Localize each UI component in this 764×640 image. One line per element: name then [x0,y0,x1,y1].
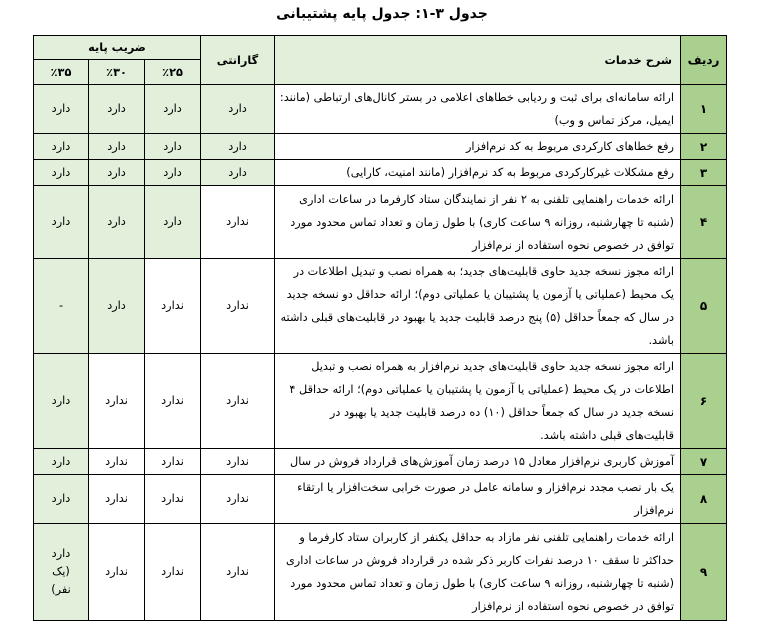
row-p35: دارد [34,134,89,160]
row-guarantee: ندارد [201,524,275,621]
row-p35: دارد [34,186,89,259]
row-p30: دارد [89,160,145,186]
row-p30: دارد [89,85,145,134]
row-p35: - [34,259,89,354]
row-description: یک بار نصب مجدد نرم‌افزار و سامانه عامل در صورت خرابی سخت‌افزار یا ارتقاء نرم‌افزار [275,475,681,524]
row-description: ارائه خدمات راهنمایی تلفنی به ۲ نفر از نمایندگان ستاد کارفرما در ساعات اداری (شنبه تا چهارشنبه، روزانه ۹ ساعت کاری) با طول زمان و تعداد تماس محدود مورد توافق در خصوص نحوه استفاده از نرم‌افزار [275,186,681,259]
row-p25: ندارد [145,524,201,621]
header-row-no: ردیف [681,36,727,85]
row-p30: ندارد [89,449,145,475]
table-row [34,475,727,524]
row-p25: دارد [145,134,201,160]
row-guarantee: دارد [201,160,275,186]
row-number: ۴ [681,186,727,259]
row-description: ارائه سامانه‌ای برای ثبت و ردیابی خطاهای اعلامی در بستر کانال‌های ارتباطی (مانند: ایمیل، مرکز تماس و وب) [275,85,681,134]
row-description: ارائه مجوز نسخه جدید حاوی قابلیت‌های جدید نرم‌افزار به همراه نصب و تبدیل اطلاعات در یک محیط (عملیاتی یا آزمون یا پشتیبان یا عملیاتی دوم)؛ ارائه حداقل ۴ نسخه جدید در سال که جمعاً حداقل (۱۰) ده درصد قابلیت جدید یا بهبود در قابلیت‌های قبلی داشته باشد. [275,354,681,449]
row-p25: ندارد [145,449,201,475]
header-guarantee: گارانتی [201,36,275,85]
table-row [34,160,727,186]
row-guarantee: ندارد [201,354,275,449]
row-guarantee: ندارد [201,186,275,259]
row-p25: دارد [145,85,201,134]
header-p25: ٪۲۵ [145,60,201,85]
header-description: شرح خدمات [275,36,681,85]
table-row [34,85,727,134]
row-number: ۳ [681,160,727,186]
table-row [34,186,727,259]
row-p25: ندارد [145,475,201,524]
row-number: ۶ [681,354,727,449]
row-p30: ندارد [89,354,145,449]
row-p35: دارد [34,475,89,524]
header-base-factor: ضریب پایه [34,36,201,60]
row-number: ۵ [681,259,727,354]
row-p25: ندارد [145,354,201,449]
header-p35: ٪۳۵ [34,60,89,85]
row-p35: دارد [34,160,89,186]
table-row [34,449,727,475]
row-number: ۱ [681,85,727,134]
table-row [34,259,727,354]
support-table [33,35,727,621]
row-guarantee: دارد [201,134,275,160]
table-title: جدول ۳-۱: جدول پایه پشتیبانی [276,6,488,22]
row-description: ارائه خدمات راهنمایی تلفنی نفر مازاد به حداقل یکنفر از کاربران ستاد کارفرما و حداکثر تا سقف ۱۰ درصد نفرات کاربر ذکر شده در قرارداد فروش در ساعات اداری (شنبه تا چهارشنبه، روزانه ۹ ساعت کاری) با طول زمان و تعداد تماس محدود مورد توافق در خصوص نحوه استفاده از نرم‌افزار [275,524,681,621]
table-row [34,524,727,621]
row-p35: دارد [34,85,89,134]
row-description: رفع مشکلات غیرکارکردی مربوط به کد نرم‌افزار (مانند امنیت، کارایی) [275,160,681,186]
row-number: ۹ [681,524,727,621]
header-p30: ٪۳۰ [89,60,145,85]
table-row [34,134,727,160]
row-p30: دارد [89,186,145,259]
row-number: ۷ [681,449,727,475]
row-p35: دارد (یک نفر) [34,524,89,621]
row-p30: دارد [89,259,145,354]
row-p25: دارد [145,186,201,259]
row-p35: دارد [34,449,89,475]
row-guarantee: ندارد [201,449,275,475]
row-p35: دارد [34,354,89,449]
row-p30: ندارد [89,475,145,524]
row-description: آموزش کاربری نرم‌افزار معادل ۱۵ درصد زمان آموزش‌های قرارداد فروش در سال [275,449,681,475]
row-number: ۲ [681,134,727,160]
row-p25: دارد [145,160,201,186]
row-guarantee: ندارد [201,259,275,354]
row-description: ارائه مجوز نسخه جدید حاوی قابلیت‌های جدید؛ به همراه نصب و تبدیل اطلاعات در یک محیط (عملیاتی یا آزمون یا پشتیبان یا عملیاتی دوم)؛ ارائه حداقل دو نسخه جدید در سال که جمعاً حداقل (۵) پنج درصد قابلیت جدید یا بهبود در قابلیت‌های قبلی داشته باشد. [275,259,681,354]
row-guarantee: دارد [201,85,275,134]
row-description: رفع خطاهای کارکردی مربوط به کد نرم‌افزار [275,134,681,160]
row-number: ۸ [681,475,727,524]
table-row [34,354,727,449]
row-guarantee: ندارد [201,475,275,524]
row-p30: ندارد [89,524,145,621]
row-p25: ندارد [145,259,201,354]
row-p30: دارد [89,134,145,160]
